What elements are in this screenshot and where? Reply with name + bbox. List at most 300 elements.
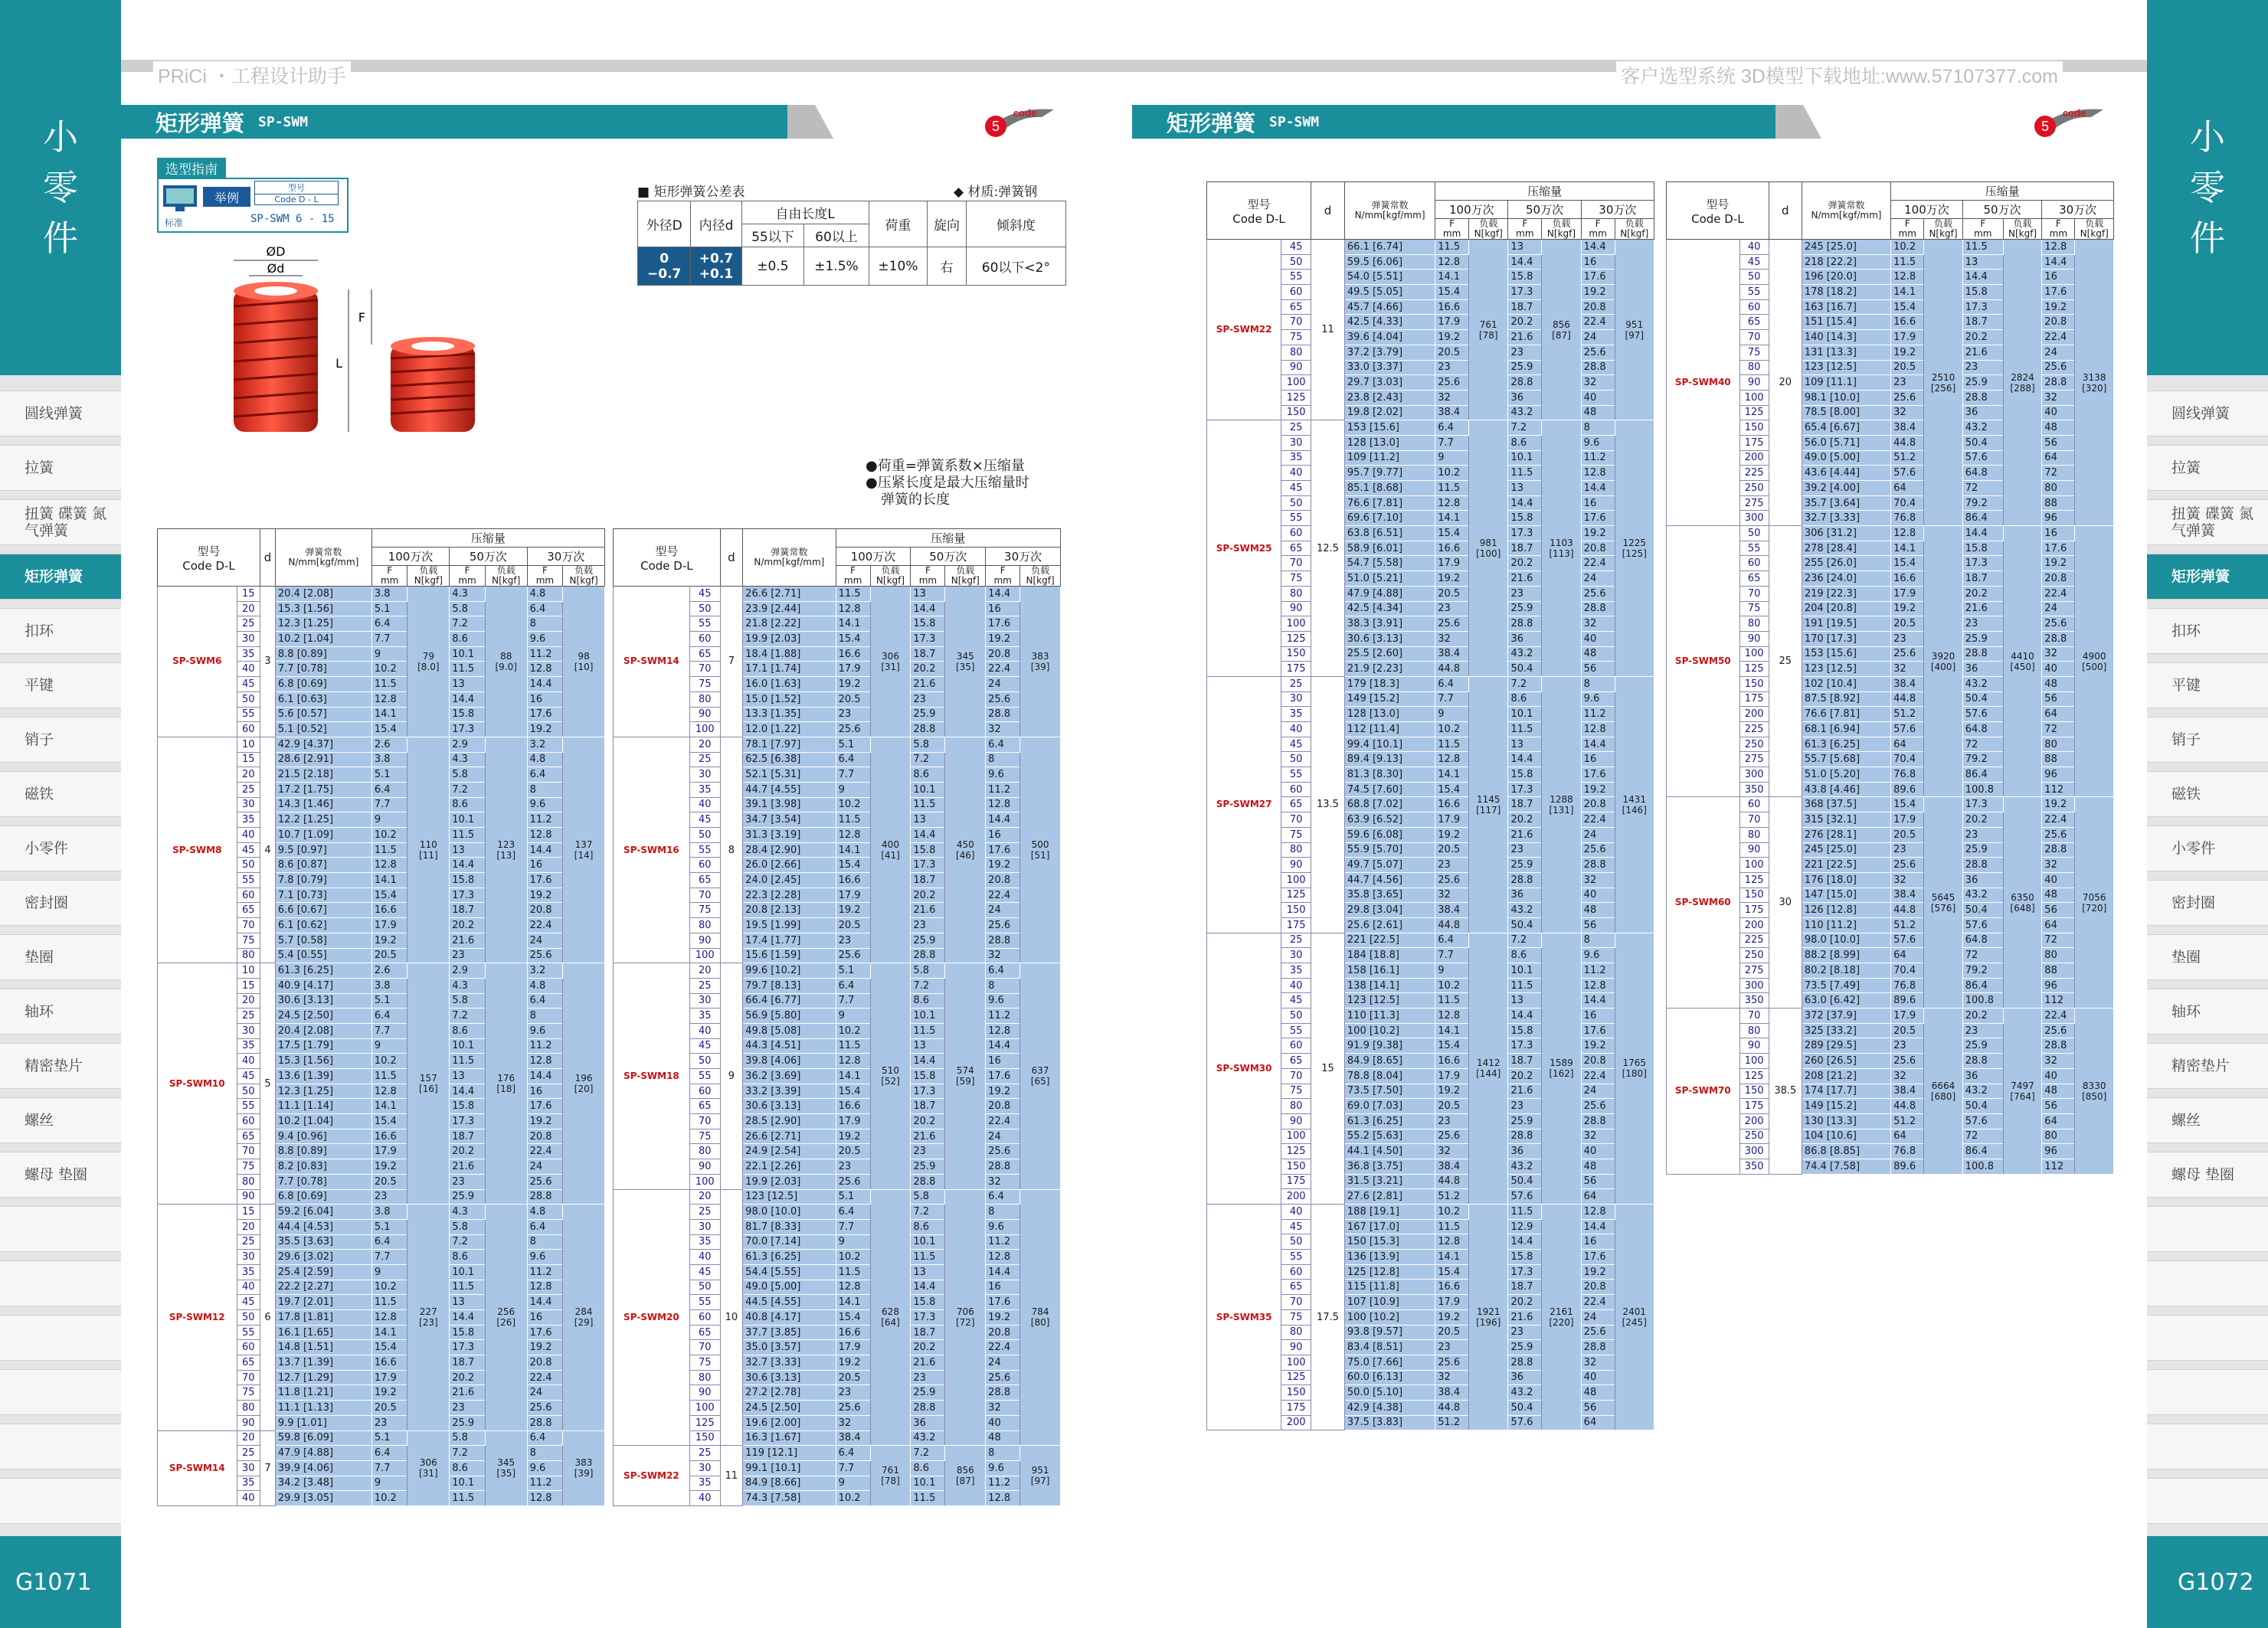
header-d: d — [260, 529, 276, 587]
header-f-label: F — [850, 565, 856, 576]
inner-diameter: 5 — [260, 963, 276, 1205]
inner-diameter: 30 — [1769, 797, 1802, 1009]
spring-rate: 74.5 [7.60] — [1344, 782, 1435, 797]
compression-f2: 28.8 — [1962, 858, 2003, 873]
compression-f3: 112 — [2042, 1159, 2075, 1174]
spring-rate: 109 [11.2] — [1344, 450, 1435, 466]
spring-rate: 260 [26.5] — [1802, 1054, 1890, 1069]
compression-f2: 15.8 — [1508, 1250, 1542, 1265]
sidebar-nav-item[interactable]: 拉簧 — [0, 445, 121, 491]
sidebar-nav-item[interactable]: 平键 — [0, 662, 121, 708]
compression-f2: 21.6 — [911, 1129, 945, 1144]
compression-f2: 18.7 — [1508, 1054, 1542, 1069]
header-rate-label: 弹簧常数 — [1828, 200, 1865, 211]
tol-value: 右 — [928, 247, 967, 286]
spring-rate: 7.7 [0.78] — [275, 662, 371, 677]
compression-f2: 43.2 — [1508, 405, 1542, 420]
compression-f3: 40 — [1581, 1144, 1615, 1159]
free-length: 350 — [1739, 782, 1769, 797]
sidebar-nav-item[interactable]: 圆线弹簧 — [0, 391, 121, 436]
spring-illustration — [218, 245, 509, 444]
spring-rate: 19.5 [1.99] — [743, 918, 836, 933]
load-1m: 761 [78] — [870, 1446, 911, 1506]
compression-f1: 11.5 — [836, 587, 870, 602]
table-row — [614, 1189, 1061, 1205]
spring-rate: 123 [12.5] — [1344, 993, 1435, 1009]
compression-f3: 12.8 — [527, 828, 563, 843]
free-length: 60 — [1281, 782, 1311, 797]
model-label: 型号 — [288, 183, 305, 193]
compression-f1: 17.9 — [836, 662, 870, 677]
spring-rate: 39.1 [3.98] — [743, 797, 836, 812]
compression-f1: 17.9 — [371, 1144, 407, 1159]
sidebar-nav-item[interactable]: 轴环 — [0, 989, 121, 1035]
compression-f3: 6.4 — [986, 737, 1020, 752]
note-line: 弹簧的长度 — [881, 492, 950, 508]
compression-f3: 9.6 — [1581, 691, 1615, 707]
compression-f2: 23 — [911, 1144, 945, 1159]
compression-f3: 19.2 — [527, 1340, 563, 1355]
sidebar-nav-item[interactable] — [0, 1478, 121, 1524]
compression-f3: 20.8 — [2042, 571, 2075, 587]
compression-f3: 11.2 — [1581, 963, 1615, 979]
free-length: 50 — [1281, 495, 1311, 511]
free-length: 30 — [237, 632, 260, 647]
inner-diameter: 11 — [720, 1446, 742, 1506]
sidebar-nav-item[interactable]: 扣环 — [0, 608, 121, 654]
compression-f1: 57.6 — [1891, 933, 1924, 948]
compression-f1: 15.4 — [1891, 797, 1924, 812]
spring-rate: 70.0 [7.14] — [743, 1234, 836, 1250]
free-length: 30 — [689, 767, 720, 783]
free-length: 80 — [1739, 827, 1769, 842]
sidebar-nav-item[interactable]: 小零件 — [2147, 825, 2268, 871]
compression-f1: 19.2 — [1891, 345, 1924, 360]
compression-f3: 20.8 — [527, 1129, 563, 1144]
compression-f3: 22.4 — [2042, 812, 2075, 828]
free-length: 65 — [1281, 1054, 1311, 1069]
sidebar-nav-item[interactable] — [2147, 1315, 2268, 1361]
compression-f1: 15.4 — [371, 1114, 407, 1129]
compression-f2: 64.8 — [1962, 933, 2003, 948]
compression-f3: 12.8 — [1581, 466, 1615, 481]
sidebar-nav-item[interactable]: 精密垫片 — [2147, 1043, 2268, 1089]
free-length: 30 — [689, 993, 720, 1009]
sidebar-nav-item[interactable] — [0, 1424, 121, 1469]
spring-rate: 22.2 [2.27] — [275, 1280, 371, 1295]
model-code: SP-SWM27 — [1207, 676, 1281, 933]
spring-rate: 55.9 [5.70] — [1344, 842, 1435, 858]
inner-diameter: 12.5 — [1311, 420, 1345, 677]
table-row — [614, 963, 1061, 979]
compression-f1: 23 — [1435, 1113, 1469, 1129]
spring-rate: 128 [13.0] — [1344, 707, 1435, 722]
spec-table-2 — [613, 528, 1061, 1506]
compression-f2: 11.5 — [911, 1023, 945, 1038]
compression-f2: 21.6 — [450, 933, 486, 948]
free-length: 90 — [689, 933, 720, 948]
compression-f3: 19.2 — [986, 858, 1020, 873]
sidebar-nav-item[interactable] — [2147, 1260, 2268, 1306]
spring-rate: 208 [21.2] — [1802, 1068, 1890, 1084]
compression-f1: 14.1 — [371, 1099, 407, 1114]
free-length: 80 — [689, 918, 720, 933]
compression-f1: 25.6 — [1891, 858, 1924, 873]
sidebar-nav-item[interactable]: 扭簧 碟簧 氮气弹簧 — [0, 499, 121, 545]
free-length: 35 — [689, 1234, 720, 1250]
spring-rate: 39.2 [4.00] — [1802, 481, 1890, 496]
compression-f3: 20.8 — [2042, 315, 2075, 330]
free-length: 100 — [689, 1174, 720, 1189]
load-300k: 8330 [850] — [2075, 1009, 2114, 1175]
spring-rate: 83.4 [8.51] — [1344, 1340, 1435, 1355]
spring-rate: 34.7 [3.54] — [743, 812, 836, 828]
sidebar-nav-item[interactable]: 螺丝 — [2147, 1097, 2268, 1143]
free-length: 80 — [237, 1401, 260, 1416]
logo-subtext: 天发货 — [1012, 126, 1038, 136]
spring-rate: 37.7 [3.85] — [743, 1325, 836, 1340]
sidebar-nav-item[interactable]: 精密垫片 — [0, 1043, 121, 1089]
title-char: 小 — [43, 116, 78, 158]
spring-rate: 56.0 [5.71] — [1802, 435, 1890, 450]
spring-rate: 13.6 [1.39] — [275, 1069, 371, 1084]
compression-f1: 12.8 — [836, 601, 870, 616]
free-length: 50 — [689, 828, 720, 843]
sidebar-nav-item[interactable]: 扭簧 碟簧 氮气弹簧 — [2147, 499, 2268, 545]
compression-f1: 15.4 — [371, 1340, 407, 1355]
compression-f3: 17.6 — [1581, 511, 1615, 526]
compression-f1: 15.4 — [371, 888, 407, 903]
spring-rate: 28.5 [2.90] — [743, 1114, 836, 1129]
spring-rate: 27.6 [2.81] — [1344, 1189, 1435, 1205]
section-title: 矩形弹簧 — [155, 110, 245, 136]
compression-f2: 4.3 — [450, 752, 486, 767]
compression-f2: 15.8 — [450, 1099, 486, 1114]
spring-rate: 11.8 [1.21] — [275, 1385, 371, 1401]
spring-rate: 131 [13.3] — [1802, 345, 1890, 360]
spring-rate: 21.5 [2.18] — [275, 767, 371, 783]
compression-f3: 19.2 — [986, 632, 1020, 647]
sidebar-nav-item[interactable]: 磁铁 — [2147, 771, 2268, 817]
compression-f2: 36 — [1508, 1370, 1542, 1385]
sidebar-nav-item[interactable]: 圆线弹簧 — [2147, 391, 2268, 436]
spring-rate: 20.8 [2.13] — [743, 903, 836, 918]
compression-f2: 11.5 — [1508, 722, 1542, 737]
compression-f2: 15.8 — [1962, 541, 2003, 556]
free-length: 20 — [237, 1430, 260, 1446]
compression-f3: 56 — [2042, 435, 2075, 450]
compression-f2: 21.6 — [1962, 345, 2003, 360]
compression-f2: 57.6 — [1962, 917, 2003, 933]
sidebar-nav-item[interactable]: 平键 — [2147, 662, 2268, 708]
header-rate-unit: N/mm[kgf/mm] — [1811, 210, 1882, 221]
compression-f2: 20.2 — [1508, 812, 1542, 828]
sidebar-nav-item[interactable]: 螺丝 — [0, 1097, 121, 1143]
free-length: 70 — [689, 1340, 720, 1355]
load-300k: 1765 [180] — [1615, 933, 1654, 1204]
compression-f2: 100.8 — [1962, 1159, 2003, 1174]
spring-rate: 276 [28.1] — [1802, 827, 1890, 842]
spring-rate: 59.2 [6.04] — [275, 1205, 371, 1220]
spring-rate: 278 [28.4] — [1802, 541, 1890, 556]
sidebar-nav-item[interactable]: 扣环 — [2147, 608, 2268, 654]
table-row — [1207, 933, 1654, 948]
compression-f3: 16 — [2042, 270, 2075, 285]
compression-f1: 3.8 — [371, 587, 407, 602]
free-length: 70 — [1281, 556, 1311, 571]
spring-rate: 150 [15.3] — [1344, 1234, 1435, 1250]
banner-tail — [1775, 105, 1821, 139]
free-length: 75 — [1739, 345, 1769, 360]
spring-rate: 8.2 [0.83] — [275, 1159, 371, 1175]
compression-f2: 20.2 — [1508, 556, 1542, 571]
compression-f3: 8 — [527, 1234, 563, 1250]
header-load-unit: N[kgf] — [2080, 228, 2109, 239]
tol-value: ±10% — [869, 247, 928, 286]
compression-f1: 25.6 — [1891, 646, 1924, 662]
compression-f1: 10.2 — [836, 1023, 870, 1038]
compression-f1: 44.8 — [1435, 1400, 1469, 1415]
sidebar-nav-item[interactable]: 销子 — [0, 717, 121, 763]
compression-f1: 64 — [1891, 948, 1924, 963]
sidebar-nav-item[interactable] — [0, 1315, 121, 1361]
spring-rate: 5.4 [0.55] — [275, 948, 371, 963]
compression-f3: 32 — [2042, 858, 2075, 873]
free-length: 150 — [1739, 888, 1769, 903]
free-length: 30 — [1281, 948, 1311, 963]
compression-f1: 6.4 — [836, 752, 870, 767]
spring-rate: 44.7 [4.56] — [1344, 872, 1435, 888]
load-notes — [866, 458, 1029, 508]
load-1m: 761 [78] — [1469, 240, 1508, 420]
spring-rate: 32.7 [3.33] — [1802, 511, 1890, 526]
inner-diameter: 11 — [1311, 240, 1345, 420]
compression-f2: 23 — [1962, 827, 2003, 842]
model-code: SP-SWM22 — [614, 1446, 690, 1506]
free-length: 100 — [1281, 616, 1311, 632]
sidebar-nav-item[interactable]: 轴环 — [2147, 989, 2268, 1035]
spring-rate: 27.2 [2.78] — [743, 1385, 836, 1401]
compression-f1: 16.6 — [1435, 541, 1469, 556]
compression-f3: 40 — [986, 1415, 1020, 1430]
spring-rate: 99.4 [10.1] — [1344, 737, 1435, 752]
compression-f3: 28.8 — [986, 933, 1020, 948]
header-f — [1581, 219, 1615, 240]
spring-rate: 49.5 [5.05] — [1344, 285, 1435, 300]
header-load — [1020, 566, 1061, 587]
header-f-label: F — [925, 565, 931, 576]
load-1m: 79 [8.0] — [407, 587, 450, 737]
compression-f1: 12.8 — [371, 691, 407, 707]
sidebar-nav-item[interactable] — [2147, 1424, 2268, 1469]
spring-rate: 306 [31.2] — [1802, 526, 1890, 541]
free-length: 20 — [237, 993, 260, 1009]
page-number-left: G1071 — [0, 1536, 121, 1628]
spring-rate: 98.1 [10.0] — [1802, 390, 1890, 405]
free-length: 30 — [237, 1023, 260, 1038]
compression-f3: 17.6 — [2042, 541, 2075, 556]
sidebar-nav-item[interactable] — [2147, 1206, 2268, 1252]
sidebar-nav-item[interactable]: 矩形弹簧 — [0, 554, 121, 600]
spec-table-4 — [1666, 181, 2114, 1175]
compression-f3: 22.4 — [2042, 330, 2075, 345]
compression-f2: 11.5 — [1508, 978, 1542, 993]
compression-f3: 16 — [1581, 495, 1615, 511]
compression-f1: 32 — [1435, 390, 1469, 405]
free-length: 200 — [1739, 450, 1769, 466]
free-length: 50 — [237, 1310, 260, 1326]
compression-f1: 17.9 — [1435, 812, 1469, 828]
sidebar-nav-item[interactable] — [2147, 1478, 2268, 1524]
compression-f2: 5.8 — [911, 737, 945, 752]
compression-f2: 25.9 — [911, 1385, 945, 1401]
compression-f2: 23 — [1508, 1325, 1542, 1340]
compression-f3: 40 — [1581, 1370, 1615, 1385]
compression-f3: 9.6 — [1581, 435, 1615, 450]
compression-f3: 64 — [2042, 917, 2075, 933]
compression-f2: 18.7 — [450, 903, 486, 918]
compression-f3: 25.6 — [2042, 616, 2075, 632]
header-model — [614, 529, 721, 587]
free-length: 40 — [1281, 978, 1311, 993]
free-length: 50 — [1281, 254, 1311, 270]
compression-f1: 51.2 — [1435, 1189, 1469, 1205]
spring-rate: 125 [12.8] — [1344, 1264, 1435, 1280]
sidebar-nav-item[interactable] — [2147, 1369, 2268, 1415]
load-500k: 1103 [113] — [1542, 420, 1581, 677]
free-length: 55 — [1739, 541, 1769, 556]
compression-f2: 86.4 — [1962, 978, 2003, 993]
sidebar-nav-item[interactable]: 矩形弹簧 — [2147, 554, 2268, 600]
free-length: 35 — [237, 1476, 260, 1491]
spring-rate: 81.7 [8.33] — [743, 1219, 836, 1234]
load-1m: 6664 [680] — [1924, 1009, 1963, 1175]
compression-f3: 96 — [2042, 978, 2075, 993]
sidebar-nav-item[interactable]: 拉簧 — [2147, 445, 2268, 491]
free-length: 100 — [1281, 375, 1311, 391]
compression-f1: 6.4 — [836, 1205, 870, 1220]
free-length: 90 — [1281, 601, 1311, 616]
spring-rate: 24.0 [2.45] — [743, 873, 836, 888]
table-row — [1667, 1009, 2114, 1024]
compression-f2: 4.3 — [450, 587, 486, 602]
free-length: 40 — [689, 1491, 720, 1506]
header-f-unit: mm — [1442, 228, 1461, 239]
spring-rate: 10.7 [1.09] — [275, 828, 371, 843]
compression-f2: 18.7 — [1508, 1280, 1542, 1295]
spring-rate: 35.0 [3.57] — [743, 1340, 836, 1355]
free-length: 70 — [237, 1370, 260, 1385]
compression-f2: 25.9 — [1508, 1113, 1542, 1129]
compression-f1: 14.1 — [1435, 1023, 1469, 1038]
free-length: 175 — [1281, 917, 1311, 933]
free-length: 55 — [689, 1295, 720, 1310]
compression-f2: 11.5 — [450, 1054, 486, 1069]
sidebar-nav-item[interactable]: 垫圈 — [0, 934, 121, 980]
compression-f2: 43.2 — [911, 1430, 945, 1446]
table-row — [614, 587, 1061, 602]
compression-f2: 20.2 — [1508, 1295, 1542, 1310]
sidebar-nav-item[interactable]: 密封圈 — [2147, 880, 2268, 926]
header-load-label: 负载 — [419, 565, 438, 576]
compression-f2: 28.8 — [1508, 1129, 1542, 1144]
free-length: 50 — [689, 601, 720, 616]
compression-f3: 22.4 — [1581, 1295, 1615, 1310]
compression-f2: 15.8 — [450, 1325, 486, 1340]
compression-f3: 28.8 — [2042, 1038, 2075, 1054]
compression-f3: 16 — [1581, 1234, 1615, 1250]
sidebar-nav-item[interactable] — [0, 1369, 121, 1415]
compression-f2: 25.9 — [1962, 1038, 2003, 1054]
spring-rate: 63.9 [6.52] — [1344, 812, 1435, 828]
load-1m: 5645 [576] — [1924, 797, 1963, 1009]
free-length: 70 — [237, 918, 260, 933]
compression-f3: 40 — [1581, 631, 1615, 646]
sidebar-nav-item[interactable] — [0, 1206, 121, 1252]
compression-f1: 25.6 — [1891, 1054, 1924, 1069]
sidebar-nav-item[interactable]: 垫圈 — [2147, 934, 2268, 980]
free-length: 65 — [237, 903, 260, 918]
compression-f3: 19.2 — [527, 888, 563, 903]
sidebar-nav-item[interactable]: 磁铁 — [0, 771, 121, 817]
spring-rate: 110 [11.3] — [1344, 1009, 1435, 1024]
compression-f2: 18.7 — [450, 1129, 486, 1144]
free-length: 45 — [237, 842, 260, 858]
compression-f3: 20.8 — [1581, 1054, 1615, 1069]
compression-f1: 2.6 — [371, 963, 407, 979]
header-cycle: 50万次 — [1508, 201, 1581, 219]
spring-rate: 179 [18.3] — [1344, 676, 1435, 691]
compression-f3: 17.6 — [527, 1099, 563, 1114]
free-length: 45 — [689, 1038, 720, 1054]
sidebar-nav-item[interactable]: 销子 — [2147, 717, 2268, 763]
compression-f1: 19.2 — [836, 1355, 870, 1371]
sidebar-nav-item[interactable]: 密封圈 — [0, 880, 121, 926]
compression-f2: 13 — [1508, 481, 1542, 496]
compression-f1: 16.6 — [371, 1355, 407, 1371]
spring-rate: 17.2 [1.75] — [275, 782, 371, 797]
compression-f1: 7.7 — [1435, 691, 1469, 707]
sidebar-nav-item[interactable]: 螺母 垫圈 — [2147, 1152, 2268, 1198]
compression-f3: 12.8 — [527, 662, 563, 677]
sidebar-nav-item[interactable]: 小零件 — [0, 825, 121, 871]
load-1m: 306 [31] — [870, 587, 911, 737]
sidebar-nav-item[interactable] — [0, 1260, 121, 1306]
header-load — [1469, 219, 1508, 240]
free-length: 150 — [1281, 646, 1311, 662]
spring-rate: 36.2 [3.69] — [743, 1069, 836, 1084]
tol-subheader: 55以下 — [741, 224, 804, 247]
header-load — [2003, 219, 2042, 240]
compression-f1: 17.9 — [1435, 1295, 1469, 1310]
header-rate-unit: N/mm[kgf/mm] — [1354, 210, 1425, 221]
compression-f2: 7.2 — [911, 1205, 945, 1220]
compression-f1: 11.5 — [1435, 1219, 1469, 1234]
model-code: SP-SWM30 — [1207, 933, 1281, 1204]
sidebar-category-title — [2147, 0, 2268, 375]
spring-rate: 5.1 [0.52] — [275, 722, 371, 737]
load-500k: 2161 [220] — [1542, 1205, 1581, 1430]
compression-f1: 23 — [371, 1189, 407, 1205]
free-length: 90 — [1739, 842, 1769, 858]
dim-compression: F — [358, 310, 365, 325]
sidebar-nav-item[interactable]: 螺母 垫圈 — [0, 1152, 121, 1198]
spring-rate: 56.9 [5.80] — [743, 1009, 836, 1024]
spring-rate: 15.3 [1.56] — [275, 1054, 371, 1069]
compression-f2: 8.6 — [911, 1219, 945, 1234]
table-row — [158, 737, 605, 752]
header-load — [2075, 219, 2114, 240]
